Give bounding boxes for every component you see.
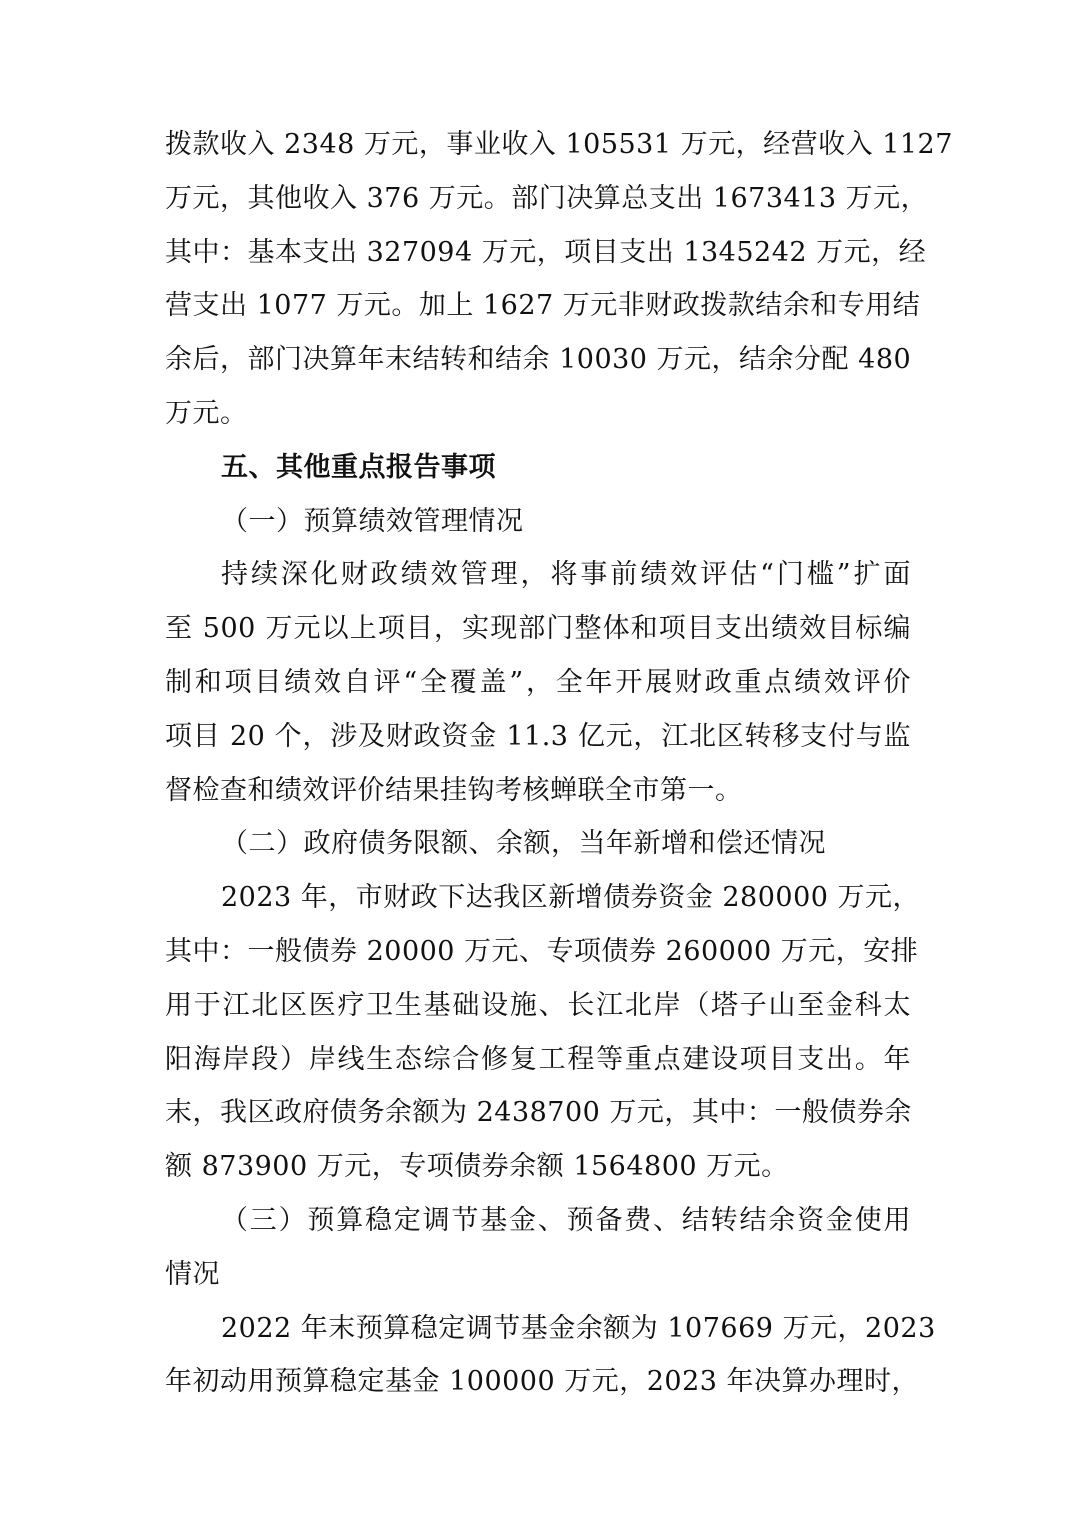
body-line: 其中：一般债券 20000 万元、专项债券 260000 万元，安排 [165, 935, 919, 967]
body-line: 阳海岸段）岸线生态综合修复工程等重点建设项目支出。年 [165, 1043, 911, 1075]
body-line: 督检查和绩效评价结果挂钩考核蝉联全市第一。 [165, 774, 743, 806]
body-line: 末，我区政府债务余额为 2438700 万元，其中：一般债券余 [165, 1097, 912, 1129]
body-line: 其中：基本支出 327094 万元，项目支出 1345242 万元，经 [165, 236, 927, 268]
body-line: 2022 年末预算稳定调节基金余额为 107669 万元，2023 [221, 1312, 936, 1344]
body-line: 额 873900 万元，专项债券余额 1564800 万元。 [165, 1151, 789, 1183]
subsection-heading-continued: 情况 [165, 1258, 220, 1290]
body-line: 拨款收入 2348 万元，事业收入 105531 万元，经营收入 1127 [165, 129, 953, 160]
body-line: 2023 年，市财政下达我区新增债券资金 280000 万元， [221, 882, 921, 914]
body-line: 持续深化财政绩效管理，将事前绩效评估“门槛”扩面 [221, 559, 911, 591]
body-line: 项目 20 个，涉及财政资金 11.3 亿元，江北区转移支付与监 [165, 720, 911, 752]
subsection-heading: （一）预算绩效管理情况 [221, 505, 524, 537]
body-line: 用于江北区医疗卫生基础设施、长江北岸（塔子山至金科太 [165, 989, 911, 1021]
body-line: 制和项目绩效自评“全覆盖”，全年开展财政重点绩效评价 [165, 666, 911, 698]
body-line: 至 500 万元以上项目，实现部门整体和项目支出绩效目标编 [165, 613, 911, 645]
subsection-heading: （二）政府债务限额、余额，当年新增和偿还情况 [221, 828, 826, 860]
body-line: 万元。 [165, 397, 248, 429]
subsection-heading: （三）预算稳定调节基金、预备费、结转结余资金使用 [221, 1204, 911, 1236]
document-page [165, 118, 953, 1409]
body-line: 余后，部门决算年末结转和结余 10030 万元，结余分配 480 [165, 344, 912, 376]
body-line: 营支出 1077 万元。加上 1627 万元非财政拨款结余和专用结 [165, 290, 921, 322]
section-heading: 五、其他重点报告事项 [221, 451, 496, 483]
body-line: 万元，其他收入 376 万元。部门决算总支出 1673413 万元， [165, 182, 929, 214]
body-line: 年初动用预算稳定基金 100000 万元，2023 年决算办理时， [165, 1366, 920, 1398]
